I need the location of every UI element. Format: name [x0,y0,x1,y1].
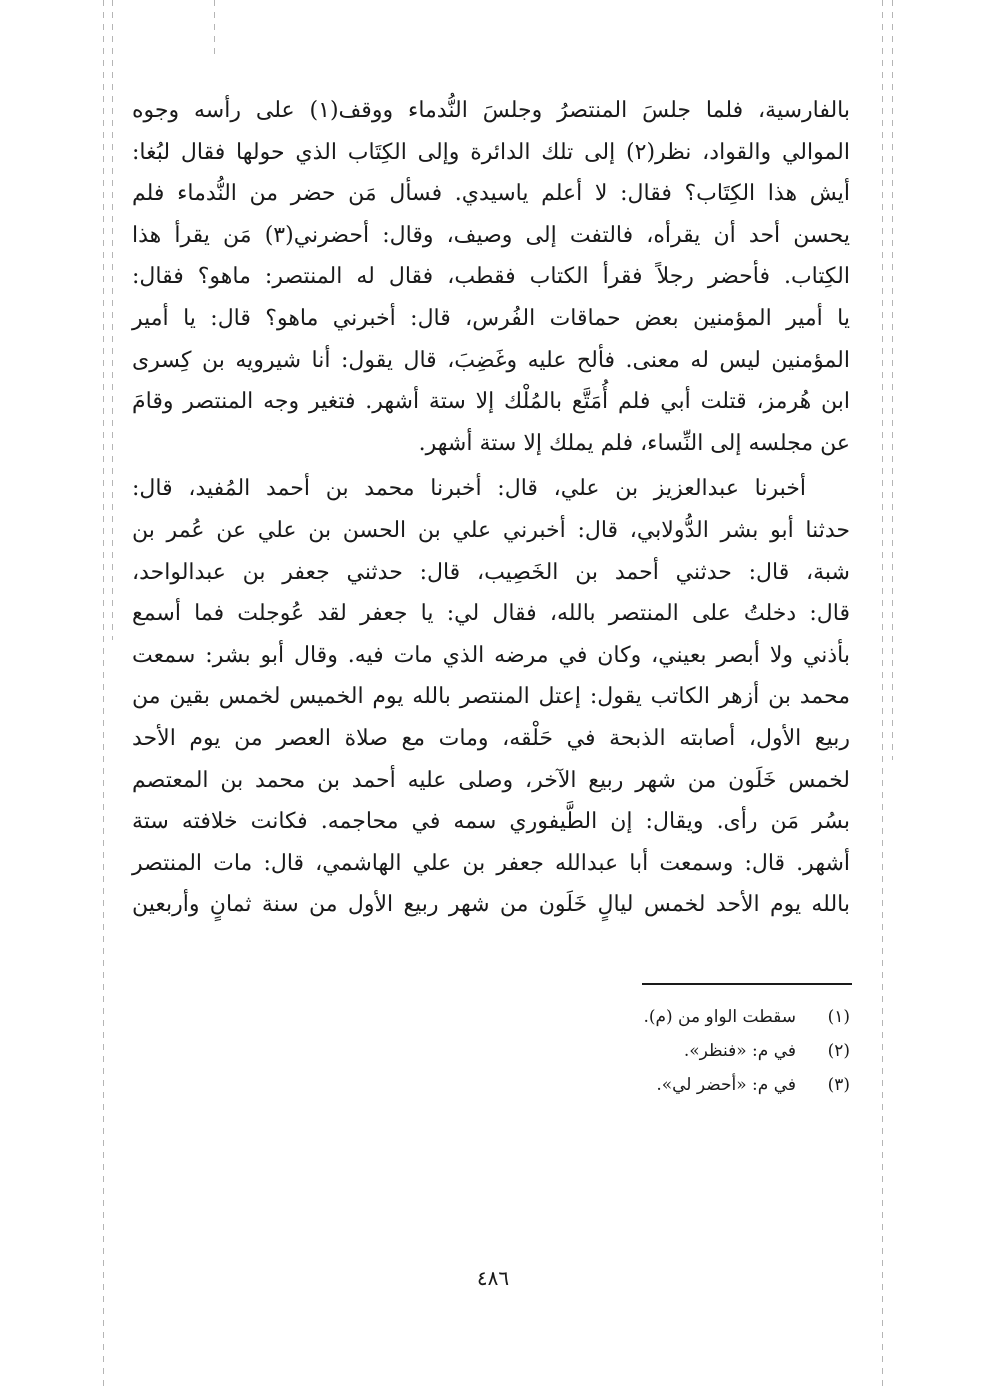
text-line: ربيع الأول، أصابته الذبحة في حَلْقه، ومات مع صلاة العصر من يوم الأحد [132,725,850,751]
text-line: المؤمنين ليس له معنى. فألح عليه وغَضِبَ، قال يقول: أنا شيرويه بن كِسرى [132,347,850,373]
scan-edge-right-2 [892,0,893,760]
text-line: يا أمير المؤمنين بعض حماقات الفُرس، قال: أخبرني ماهو؟ قال: يا أمير [132,305,850,331]
book-page [132,90,850,926]
text-line: قال: دخلتُ على المنتصر بالله، فقال لي: يا جعفر لقد عُوجلت فما أسمع [132,601,850,627]
paragraph-2 [132,468,850,926]
scan-edge-left [103,0,104,1390]
text-line: بسُر مَن رأى. ويقال: إن الطَّيفوري سمه في محاجمه. فكانت خلافته ستة [132,809,850,835]
text-line: لخمس خَلَون من شهر ربيع الآخر، وصلى عليه أحمد بن محمد بن المعتصم [132,767,850,793]
footnote-number: (١) [827,1007,850,1027]
text-line: بأذني ولا أبصر بعيني، وكان في مرضه الذي مات فيه. وقال أبو بشر: سمعت [132,642,850,668]
text-line: عن مجلسه إلى النِّساء، فلم يملك إلا ستة أشهر. [418,430,850,456]
text-line: يحسن أحد أن يقرأه، فالتفت إلى وصيف، وقال: أحضرني(٣) مَن يقرأ هذا [132,222,850,248]
footnote-text: في م: «أحضر لي». [656,1075,796,1095]
text-line: بالله يوم الأحد لخمس ليالٍ خَلَون من شهر ربيع الأول من سنة ثمانٍ وأربعين [132,892,850,918]
footnote-separator [642,983,852,985]
text-line: أيش هذا الكِتَاب؟ فقال: لا أعلم ياسيدي. فسأل مَن حضر من النُّدماء فلم [132,181,850,207]
body-text [132,90,850,926]
footnote-text: سقطت الواو من (م). [643,1007,796,1027]
footnote-number: (٢) [827,1041,850,1061]
scan-edge-right [882,0,883,1390]
footnotes [400,1000,850,1102]
text-line: حدثنا أبو بشر الدُّولابي، قال: أخبرني علي بن الحسن بن علي عن عُمر بن [132,517,850,543]
text-line: الموالي والقواد، نظر(٢) إلى تلك الدائرة وإلى الكِتَاب الذي حولها فقال لبُغا: [132,139,850,165]
scan-edge-top [214,0,215,60]
footnote-2 [400,1034,850,1068]
text-line: شبة، قال: حدثني أحمد بن الخَصِيب، قال: حدثني جعفر بن عبدالواحد، [132,559,850,585]
scan-edge-left-2 [112,0,113,640]
footnote-text: في م: «فنظر». [683,1041,796,1061]
text-line: بالفارسية، فلما جلسَ المنتصرُ وجلسَ النُّدماء ووقف(١) على رأسه وجوه [132,98,851,123]
text-line: الكِتاب. فأحضر رجلاً فقرأ الكتاب فقطب، فقال له المنتصر: ماهو؟ فقال: [132,264,850,290]
text-line: أخبرنا عبدالعزيز بن علي، قال: أخبرنا محمد بن أحمد المُفيد، قال: [132,476,806,502]
footnote-1 [400,1000,850,1034]
text-line: محمد بن أزهر الكاتب يقول: إعتل المنتصر بالله يوم الخميس لخمس بقين من [132,684,850,710]
text-line: ابن هُرمز، قتلت أبي فلم أُمَتَّع بالمُلْك إلا ستة أشهر. فتغير وجه المنتصر وقامَ [132,389,850,415]
footnote-3 [400,1068,850,1102]
footnote-number: (٣) [827,1075,850,1095]
text-line: أشهر. قال: وسمعت أبا عبدالله جعفر بن علي الهاشمي، قال: مات المنتصر [132,850,850,876]
page-number: ٤٨٦ [476,1266,510,1290]
paragraph-1 [132,90,850,464]
